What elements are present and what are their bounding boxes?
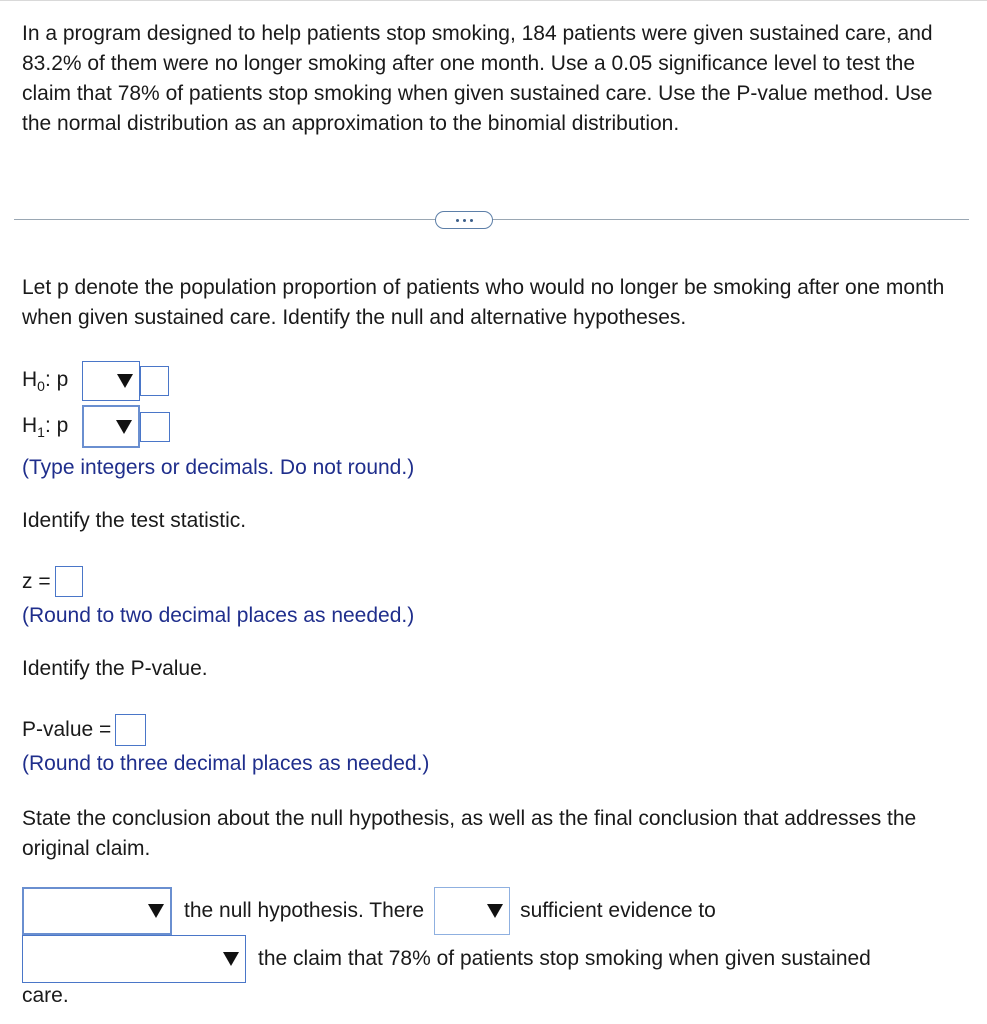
- top-border: [0, 0, 987, 1]
- evidence-dropdown[interactable]: [434, 887, 510, 935]
- part-intro: Let p denote the population proportion of patients who would no longer be smoking after one month when given sustained care. Identify the null and alternative hypotheses.: [22, 276, 945, 329]
- dropdown-arrow-icon: [223, 952, 239, 966]
- h1-row: [22, 405, 170, 448]
- show-more-button[interactable]: [435, 211, 493, 229]
- conclusion-line-1: [22, 887, 716, 935]
- z-label: z =: [22, 569, 51, 593]
- pvalue-row: [22, 714, 146, 746]
- h0-row: [22, 361, 169, 401]
- dropdown-arrow-icon: [117, 374, 133, 388]
- conclusion-line-2: [22, 935, 871, 983]
- z-row: [22, 566, 83, 597]
- test-stat-prompt: Identify the test statistic.: [22, 509, 247, 532]
- pvalue-prompt: Identify the P-value.: [22, 657, 208, 680]
- pvalue-hint: (Round to three decimal places as needed.): [22, 752, 430, 775]
- conclusion-prompt: State the conclusion about the null hypothesis, as well as the final conclusion that addresses the original claim.: [22, 807, 917, 860]
- h0-value-input[interactable]: [140, 366, 169, 396]
- dot-icon: [470, 219, 473, 222]
- h0-label: $H_0$: p: [22, 368, 69, 394]
- h1-label: $H_1$: p: [22, 413, 69, 440]
- z-hint: (Round to two decimal places as needed.): [22, 604, 415, 627]
- conclusion-text-3: the claim that 78% of patients stop smoking when given sustained: [258, 947, 871, 970]
- h1-operator-dropdown[interactable]: [82, 405, 140, 448]
- hyp-hint: (Type integers or decimals. Do not round.): [22, 456, 415, 479]
- h1-value-input[interactable]: [140, 412, 170, 442]
- conclusion-text-2: sufficient evidence to: [520, 899, 716, 922]
- h0-operator-dropdown[interactable]: [82, 361, 140, 401]
- dropdown-arrow-icon: [116, 420, 132, 434]
- reject-decision-dropdown[interactable]: [22, 887, 172, 935]
- z-input[interactable]: [55, 566, 83, 597]
- dot-icon: [456, 219, 459, 222]
- dropdown-arrow-icon: [487, 904, 503, 918]
- dot-icon: [463, 219, 466, 222]
- conclusion-text-4: care.: [22, 984, 69, 1007]
- dropdown-arrow-icon: [148, 904, 164, 918]
- conclusion-text-1: the null hypothesis. There: [184, 899, 425, 922]
- claim-action-dropdown[interactable]: [22, 935, 246, 983]
- question-text: In a program designed to help patients stop smoking, 184 patients were given sustained care, and 83.2% of them were no longer smoking after one month. Use a 0.05 significance level to test the claim that 78% of patients stop smoking when given sustained care. Use the P-value method. Use the normal distribution as an approximation to the binomial distribution.: [22, 22, 933, 135]
- pvalue-label: P-value =: [22, 718, 112, 741]
- pvalue-input[interactable]: [115, 714, 146, 746]
